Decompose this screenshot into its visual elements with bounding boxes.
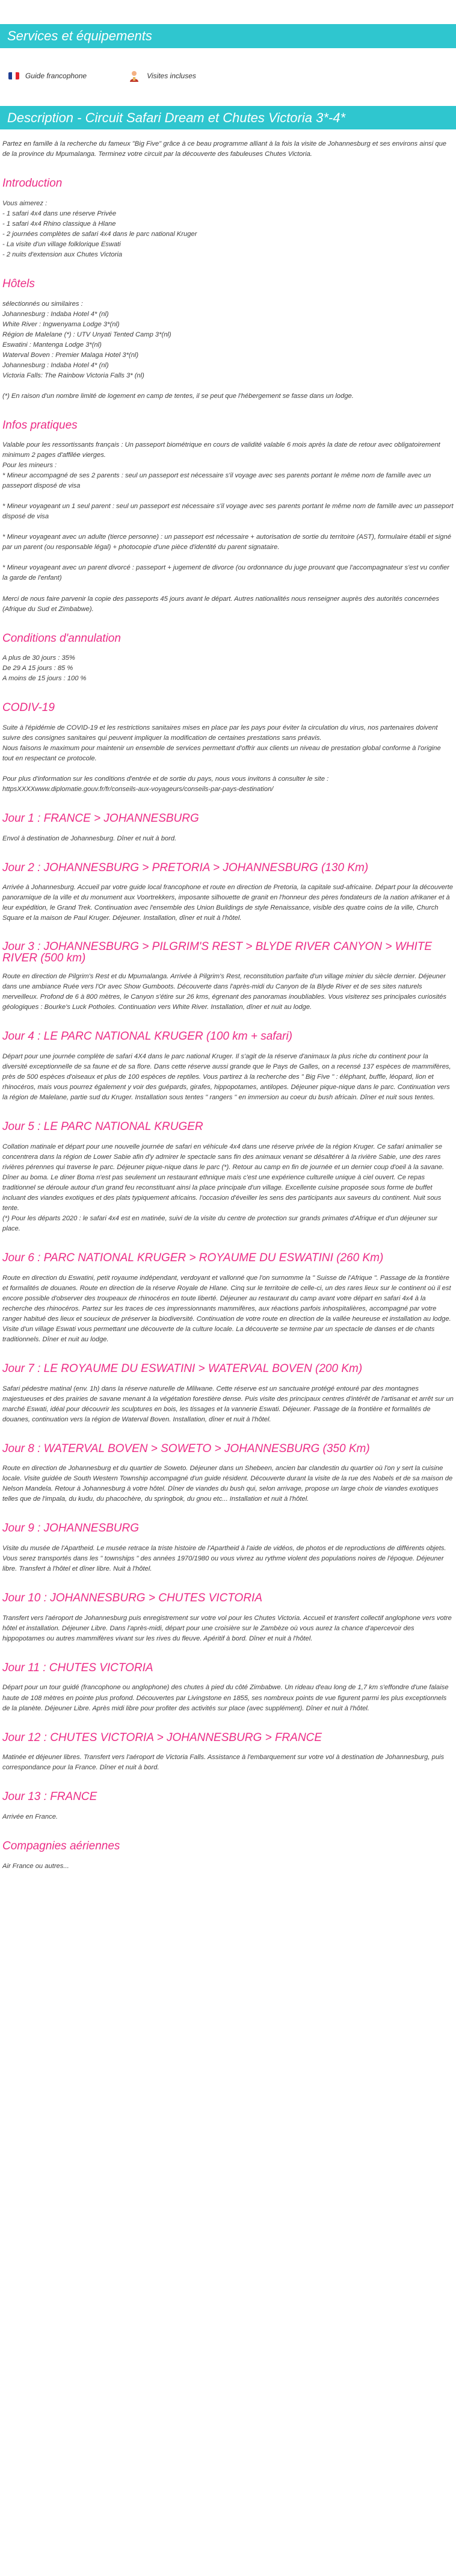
cancellation-heading: Conditions d'annulation [2,632,121,645]
list-item: - 2 nuits d'extension aux Chutes Victoria [2,250,123,258]
covid-text: Suite à l'épidémie de COVID-19 et les restrictions sanitaires mises en place par les pays pour éviter la circulation du virus, nos partenaires doivent suivre des consignes sanitaires qui peuvent impliquer la modification de certaines prestations sans préavis. [2,724,438,742]
list-item: Région de Malelane (*) : UTV Unyati Tented Camp 3*(nl) [2,331,171,338]
practical-text: Merci de nous faire parvenir la copie des passeports 45 jours avant le départ. Autres nationalités nous renseigner auprès des autorités concernées (Afrique du Sud et Zimbabwe). [2,595,439,613]
airlines-heading: Compagnies aériennes [2,1839,120,1852]
list-item: Waterval Boven : Premier Malaga Hotel 3*(nl) [2,351,139,359]
day-text: Arrivée en France. [2,1813,58,1820]
practical-text: Pour les mineurs : [2,462,57,470]
day-heading: Jour 5 : LE PARC NATIONAL KRUGER [2,1120,203,1134]
list-item: sélectionnés ou similaires : [2,300,83,308]
list-item: White River : Ingwenyama Lodge 3*(nl) [2,320,120,328]
day-heading: Jour 1 : FRANCE > JOHANNESBURG [2,812,199,825]
day-text: Transfert vers l'aéroport de Johannesburg puis enregistrement sur votre vol pour les Chutes Victoria. Accueil et transfert collectif anglophone vers votre hôtel et installation. Déjeuner Libre. Dans l'après-midi, départ pour une croisière sur le Zambèze où vous aurez la chance d'apercevoir des hippopotames ou autres mammifères vivant sur les rives du fleuve. Apéritif à bord. Dîner et nuit à l'hôtel. [2,1614,452,1642]
day-text: Matinée et déjeuner libres. Transfert vers l'aéroport de Victoria Falls. Assistance à l'embarquement sur votre vol à destination de Johannesburg, puis correspondance pour la France. Dîner et nuit à bord. [2,1754,445,1772]
day-text: Collation matinale et départ pour une nouvelle journée de safari en véhicule 4x4 dans une réserve privée de la région Kruger. Ce safari animalier se concentrera dans la région de Lower Sabie afin d'y admirer le spectacle sans fin des animaux venant se désaltérer à la rivière Sabie, une des rares rivières pérennes qui traverse le parc. Déjeuner pique-nique dans le parc (*). Retour au camp en fin de journée et un dernier coup d'oeil à la savane. Dîner au boma. Le diner Boma n'est pas seulement un restaurant ethnique mais c'est une expérience culturelle unique à ciel ouvert. Ce repas traditionnel se déroule autour d'un grand feu reconstituant ainsi la place principale d'un village. Excellente cuisine proposée sous forme de buffet incluant des viandes exotiques et des plats typiquement africains. l'occasion d'éveiller les sens des participants aux saveurs du continent. Nuit sous tente. [2,1143,445,1212]
french-flag-icon [8,72,19,79]
day-text: Route en direction du Eswatini, petit royaume indépendant, verdoyant et vallonné que l'on surnomme la " Suisse de l'Afrique ". Passage de la frontière et formalités de douanes. Route en direction de la réserve Royale de Hlane. Cinq sur le territoire de celle-ci, un des rares lieux sur le continent où il est encore possible d'observer des troupeaux de rhinocéros en toute liberté. Déjeuner au restaurant du camp avant votre départ en safari 4x4 à la recherche des rhinocéros. Partez sur les traces de ces impressionnants mammifères, aux réactions parfois inhospitalières, accompagné par votre ranger habitué des lieux et soucieux de préserver la biodiversité. Continuation de votre route en direction de la vallée heureuse et installation au lodge. Visite d'un village Eswati vous permettant une découverte de la culture locale. La découverte se termine par un spectacle de danses et de chants traditionnels. Dîner et nuit au lodge. [2,1274,451,1343]
hotels-list [2,299,454,381]
hotels-note: (*) En raison d'un nombre limité de logement en camp de tentes, il se peut que l'hébergement se fasse dans un lodge. [2,392,354,400]
day-text: Route en direction de Johannesburg et du quartier de Soweto. Déjeuner dans un Shebeen, ancien bar clandestin du quartier où l'on y sert la cuisine locale. Visite guidée de South Western Township accompagné d'un guide résident. Découverte durant la visite de la rue des Nobels et de sa maison de Nelson Mandela. Retour à Johannesburg à votre hôtel. Dîner de viandes du bush qui, selon arrivage, propose un large choix de viandes exotiques telles que de l'impala, du kudu, du phacochère, du springbok, du gnou etc... Installation et nuit à l'hôtel. [2,1465,453,1503]
day-heading: Jour 7 : LE ROYAUME DU ESWATINI > WATERVAL BOVEN (200 Km) [2,1362,363,1375]
visits-info [128,70,196,83]
day-heading: Jour 6 : PARC NATIONAL KRUGER > ROYAUME DU ESWATINI (260 Km) [2,1252,384,1265]
cancellation-list [2,653,454,684]
day-heading: Jour 12 : CHUTES VICTORIA > JOHANNESBURG > FRANCE [2,1731,322,1744]
list-item: Victoria Falls: The Rainbow Victoria Falls 3* (nl) [2,371,144,379]
description-content [0,129,456,1872]
day-heading: Jour 11 : CHUTES VICTORIA [2,1661,153,1674]
hotels-heading: Hôtels [2,277,35,290]
covid-text: Pour plus d'information sur les conditions d'entrée et de sortie du pays, nous vous invitons à consulter le site : [2,775,329,783]
intro-paragraph: Partez en famille à la recherche du fameux "Big Five" grâce à ce beau programme alliant à la fois la visite de Johannesburg et ses environs ainsi que de la province du Mpumalanga. Terminez votre circuit par la découverte des fabuleuses Chutes Victoria. [2,140,447,158]
day-heading: Jour 13 : FRANCE [2,1790,97,1804]
day-heading: Jour 10 : JOHANNESBURG > CHUTES VICTORIA [2,1592,262,1605]
day-text: Arrivée à Johannesburg. Accueil par votre guide local francophone et route en direction de Pretoria, la capitale sud-africaine. Départ pour la découverte panoramique de la ville et du monument aux Voortrekkers, imposante silhouette de granit en l'honneur des pères fondateurs de la nation afrikaner et à leur expédition, le Grand Trek. Continuation avec l'ensemble des Union Buildings de style Renaissance, visible des quatre coins de la ville, Church Square et la maison de Paul Kruger. Déjeuner. Installation, dîner et nuit à l'hôtel. [2,884,453,922]
list-item: Eswatini : Mantenga Lodge 3*(nl) [2,341,102,349]
description-section-title: Description - Circuit Safari Dream et Chutes Victoria 3*-4* [0,106,456,130]
list-item: A moins de 15 jours : 100 % [2,675,87,683]
services-row [0,48,456,90]
list-item: Johannesburg : Indaba Hotel 4* (nl) [2,361,109,369]
practical-text: * Mineur voyageant avec un parent divorcé : passeport + jugement de divorce (ou ordonnance du juge prouvant que l'accompagnateur s'est vu confier la garde de l'enfant) [2,564,449,582]
list-item: - 2 journées complètes de safari 4x4 dans le parc national Kruger [2,230,197,238]
day-text: Départ pour un tour guidé (francophone ou anglophone) des chutes à pied du côté Zimbabwe. Un rideau d'eau long de 1,7 km s'effondre d'une falaise haute de 108 mètres en pointe plus profond. Découvertes par Livingstone en 1855, ses nombreux points de vue figurent parmi les plus exceptionnels de la planète. Déjeuner Libre. Après midi libre pour profiter des activités sur place (avec supplément). Dîner et nuit à l'hôtel. [2,1684,449,1712]
list-item: - 1 safari 4x4 Rhino classique à Hlane [2,220,116,228]
day-heading: Jour 2 : JOHANNESBURG > PRETORIA > JOHANNESBURG (130 Km) [2,861,369,874]
list-item: De 29 A 15 jours : 85 % [2,665,73,672]
day-heading: Jour 4 : LE PARC NATIONAL KRUGER (100 km + safari) [2,1030,293,1043]
list-item: Johannesburg : Indaba Hotel 4* (nl) [2,310,109,318]
day-heading: Jour 8 : WATERVAL BOVEN > SOWETO > JOHANNESBURG (350 Km) [2,1442,370,1455]
day-text: Safari pédestre matinal (env. 1h) dans la réserve naturelle de Mlilwane. Cette réserve est un sanctuaire protégé entouré par des montagnes majestueuses et des prairies de savane menant à la végétation forestière dense. Puis visite des principaux centres d'intérêt de l'artisanat et arrêt sur un marché Eswati, idéal pour découvrir les sculptures en bois, les tissages et la vannerie Eswati. Déjeuner. Passage de la frontière et formalités de douanes, continuation vers la région de Waterval Boven. Installation, dîner et nuit à l'hôtel. [2,1385,454,1423]
day-text: Route en direction de Pilgrim's Rest et du Mpumalanga. Arrivée à Pilgrim's Rest, reconstitution parfaite d'un village minier du siècle dernier. Déjeuner dans une ambiance Ruée vers l'Or avec Show Gumboots. Découverte dans l'après-midi du Canyon de la Blyde River et de ses sites naturels merveilleux. Profond de 6 à 800 mètres, le Canyon s'étire sur 26 kms, égrenant des panoramas inoubliables. Vous visiterez ses principales curiosités géologiques : Bourke's Luck Potholes. Continuation vers White River. Installation, dîner et nuit au lodge. [2,973,446,1011]
practical-text: * Mineur voyageant avec un adulte (tierce personne) : un passeport est nécessaire + autorisation de sortie du territoire (AST), formulaire établi et signé par un parent (ou responsable légal) + photocopie d'une pièce d'identité du parent signataire. [2,533,451,551]
day-heading: Jour 3 : JOHANNESBURG > PILGRIM'S REST > BLYDE RIVER CANYON > WHITE RIVER (500 km) [2,940,433,965]
list-item: - La visite d'un village folklorique Eswati [2,240,121,248]
services-section-title: Services et équipements [0,24,456,48]
airlines-text: Air France ou autres... [2,1862,69,1870]
practical-text: * Mineur accompagné de ses 2 parents : seul un passeport est nécessaire s'il voyage avec ses parents portant le même nom de famille avec un passeport disposé de visa [2,472,431,490]
covid-text: Nous faisons le maximum pour maintenir un ensemble de services permettant d'offrir aux clients un niveau de prestation global conforme à l'origine tout en respectant ce protocole. [2,744,441,762]
practical-text: * Mineur voyageant un 1 seul parent : seul un passeport est nécessaire s'il voyage avec ses parents portant le même nom de famille avec un passeport disposé de visa [2,503,454,521]
day-heading: Jour 9 : JOHANNESBURG [2,1522,139,1535]
day-text: Visite du musée de l'Apartheid. Le musée retrace la triste histoire de l'Apartheid à l'aide de vidéos, de photos et de reproductions de différents objets. Vous serez transportés dans les " townships " des années 1970/1980 ou vous vivrez au rythme violent des populations noires de l'époque. Déjeuner libre. Transfert à l'hôtel et dîner libre. Nuit à l'hôtel. [2,1545,446,1573]
covid-link[interactable]: httpsXXXXwww.diplomatie.gouv.fr/fr/conseils-aux-voyageurs/conseils-par-pays-destination/ [2,786,274,793]
practical-heading: Infos pratiques [2,418,78,432]
guide-label: Guide francophone [25,72,87,81]
list-item: Vous aimerez : [2,199,48,207]
list-item: - 1 safari 4x4 dans une réserve Privée [2,209,117,217]
visits-included-icon [128,70,141,83]
itinerary-days [2,812,454,1822]
practical-text: Valable pour les ressortissants français : Un passeport biométrique en cours de validité valable 6 mois après la date de retour avec obligatoirement minimum 2 pages d'affilée vierges. [2,441,440,459]
day-text: Départ pour une journée complète de safari 4X4 dans le parc national Kruger. Il s'agit de la réserve d'animaux la plus riche du continent pour la diversité exceptionnelle de sa faune et de sa flore. Dans cette réserve aussi grande que le Pays de Galles, on a recensé 137 espèces de mammifères, près de 500 espèces d'oiseaux et plus de 100 espèces de reptiles. Vous partirez à la recherche des " Big Five " : éléphant, buffle, léopard, lion et rhinocéros, mais vous pourrez également y voir des guépards, girafes, hippopotames, antilopes. Déjeuner pique-nique dans le parc. Continuation vers la région de Malelane, partie sud du Kruger. Installation sous tentes " rangers " en immersion au coeur du bush africain. Dîner et nuit sous tentes. [2,1053,451,1102]
guide-info [8,70,87,81]
introduction-heading: Introduction [2,177,63,190]
day-note: (*) Pour les départs 2020 : le safari 4x4 est en matinée, suivi de la visite du centre de protection sur grands primates d'Afrique et d'un déjeuner sur place. [2,1215,438,1233]
covid-heading: CODIV-19 [2,701,55,715]
day-text: Envol à destination de Johannesburg. Dîner et nuit à bord. [2,834,177,842]
introduction-list [2,199,454,260]
list-item: A plus de 30 jours : 35% [2,654,75,662]
visits-label: Visites incluses [147,72,196,81]
